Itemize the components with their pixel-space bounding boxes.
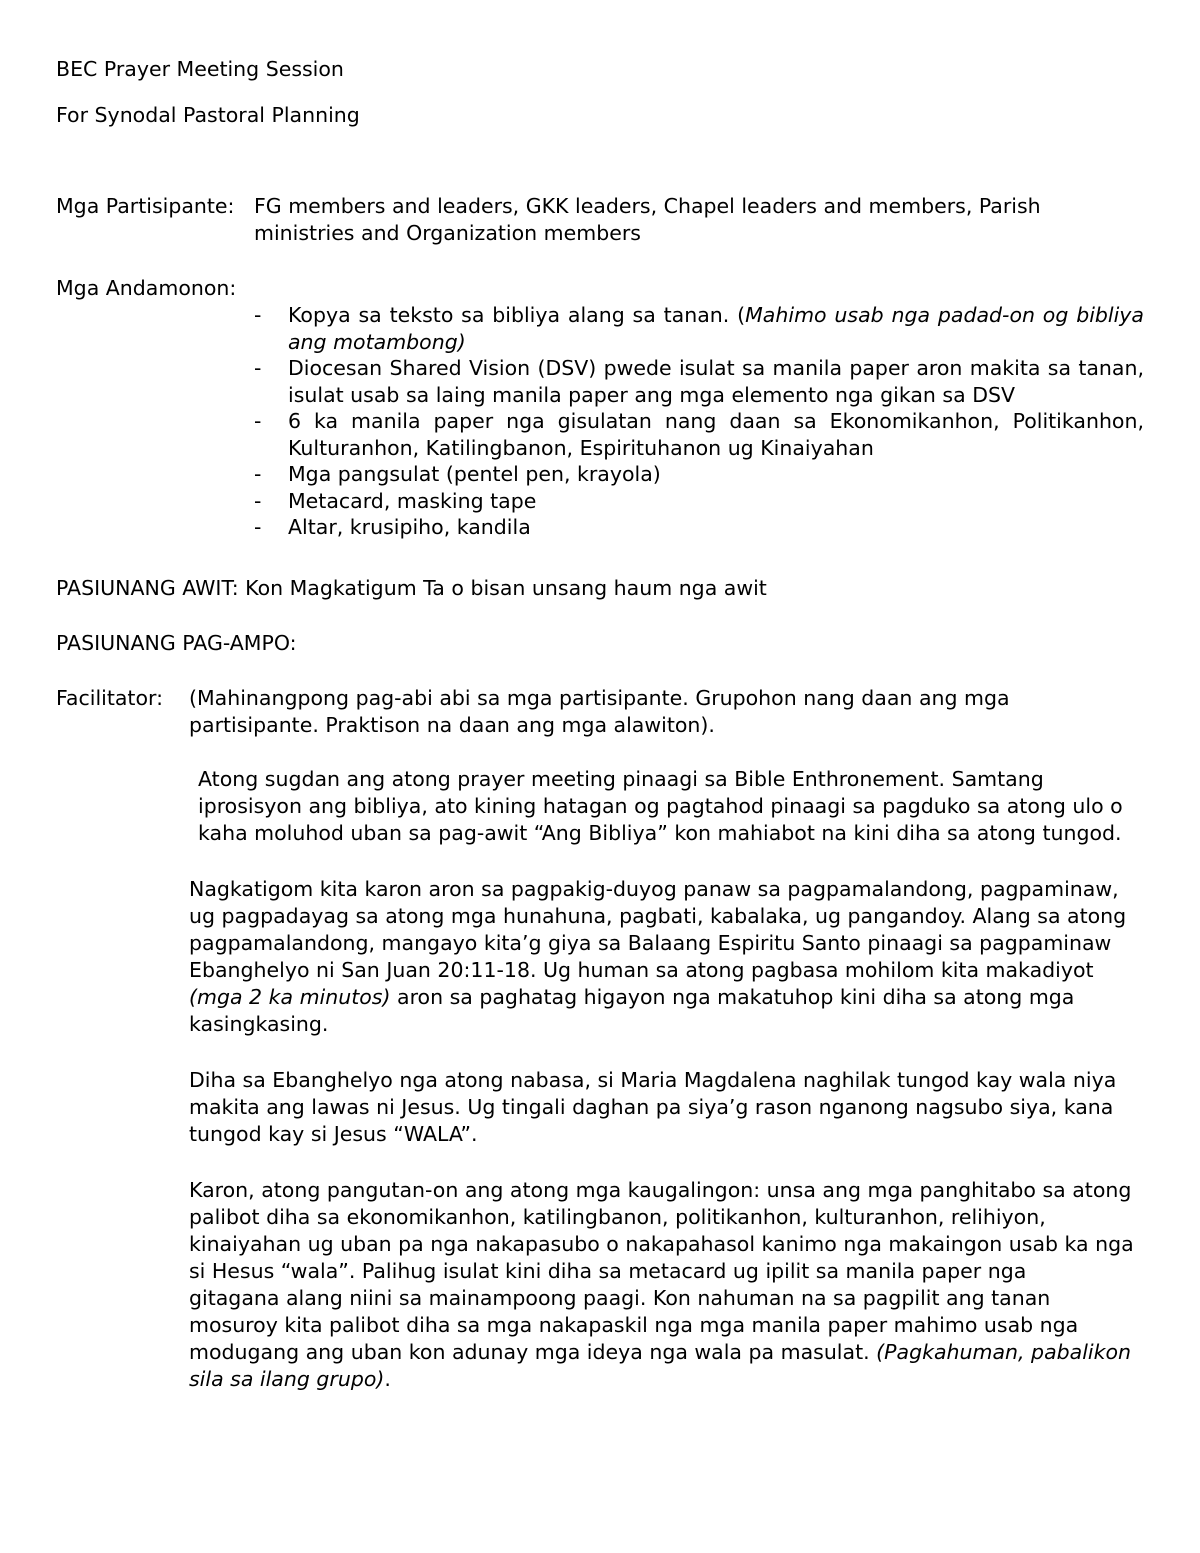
paragraph-line: Karon, atong pangutan-on ang atong mga kaugalingon: unsa ang mga panghitabo sa atong <box>189 1178 1132 1202</box>
paragraph-line <box>189 1339 1149 1366</box>
paragraph-line <box>189 984 1149 1011</box>
paragraph-line: gitagana alang niini sa mainampoong paagi. Kon nahuman na sa pagpilit ang tanan <box>189 1286 1051 1310</box>
paragraph-line: mosuroy kita palibot diha sa mga nakapaskil nga mga manila paper mahimo usab nga <box>189 1313 1079 1337</box>
paragraph-line: kaha moluhod uban sa pag-awit “Ang Bibliya” kon mahiabot na kini diha sa atong tungod. <box>198 821 1122 845</box>
dash-bullet: - <box>254 488 262 513</box>
material-text: 6 ka manila paper nga gisulatan nang daan sa Ekonomikanhon, Politikanhon, Kulturanhon, Katilingbanon, Espirituhanon ug Kinaiyahan <box>288 409 1144 460</box>
list-item <box>254 461 1144 488</box>
material-text: Metacard, masking tape <box>288 488 537 513</box>
facilitator-line: partisipante. Praktison na daan ang mga alawiton). <box>189 713 715 737</box>
paragraph-line: palibot diha sa ekonomikanhon, katilingbanon, politikanhon, kulturanhon, relihiyon, <box>189 1205 1046 1229</box>
participants-value <box>254 193 1134 247</box>
dash-bullet: - <box>254 515 262 539</box>
materials-list <box>254 302 1144 541</box>
material-note: Mahimo usab nga padad-on og bibliya ang motambong) <box>288 303 1144 354</box>
paragraph-line: makita ang lawas ni Jesus. Ug tingali daghan pa siya’g rason nganong nagsubo siya, kana <box>189 1095 1114 1119</box>
materials-label: Mga Andamonon: <box>56 276 237 300</box>
facilitator-line: (Mahinangpong pag-abi abi sa mga partisipante. Grupohon nang daan ang mga <box>189 686 1010 710</box>
material-text: Diocesan Shared Vision (DSV) pwede isulat sa manila paper aron makita sa tanan, isulat usab sa laing manila paper ang mga elemento nga gikan sa DSV <box>288 356 1144 407</box>
paragraph-line: ug pagpadayag sa atong mga hunahuna, pagbati, kabalaka, ug pangandoy. Alang sa atong <box>189 904 1127 928</box>
list-item <box>254 488 1144 515</box>
document-title: BEC Prayer Meeting Session <box>56 57 344 81</box>
material-text: Mga pangsulat (pentel pen, krayola) <box>288 462 661 486</box>
paragraph-line: Nagkatigom kita karon aron sa pagpakig-duyog panaw sa pagpamalandong, pagpaminaw, <box>189 877 1119 901</box>
paragraph-line: Ebanghelyo ni San Juan 20:11-18. Ug human sa atong pagbasa mohilom kita makadiyot <box>189 958 1094 982</box>
list-item <box>254 302 1144 355</box>
paragraph-text: aron sa paghatag higayon nga makatuhop kini diha sa atong mga <box>390 985 1075 1009</box>
paragraph-line: iprosisyon ang bibliya, ato kining hatagan og pagtahod pinaagi sa pagduko sa atong ulo o <box>198 794 1123 818</box>
dash-bullet: - <box>254 303 262 327</box>
paragraph-reflection <box>189 1177 1149 1393</box>
paragraph-line: Atong sugdan ang atong prayer meeting pinaagi sa Bible Enthronement. Samtang <box>198 767 1044 791</box>
italic-note: sila sa ilang grupo) <box>189 1367 385 1391</box>
facilitator-label: Facilitator: <box>56 686 163 710</box>
opening-prayer: PASIUNANG PAG-AMPO: <box>56 631 297 655</box>
paragraph-line <box>189 1366 1149 1393</box>
opening-song: PASIUNANG AWIT: Kon Magkatigum Ta o bisan unsang haum nga awit <box>56 576 767 600</box>
paragraph-line: kinaiyahan ug uban pa nga nakapasubo o nakapahasol kanimo nga makaingon usab ka nga <box>189 1232 1134 1256</box>
paragraph-line: si Hesus “wala”. Palihug isulat kini diha sa metacard ug ipilit sa manila paper nga <box>189 1259 1027 1283</box>
paragraph-bible-enthronement <box>198 766 1158 847</box>
paragraph-gospel <box>189 1067 1149 1148</box>
list-item <box>254 355 1144 408</box>
dash-bullet: - <box>254 356 262 380</box>
material-text: Altar, krusipiho, kandila <box>288 515 531 539</box>
paragraph-text: . <box>384 1367 391 1391</box>
paragraph-line: tungod kay si Jesus “WALA”. <box>189 1122 478 1146</box>
participants-line: ministries and Organization members <box>254 221 641 245</box>
list-item <box>254 408 1144 461</box>
list-item <box>254 514 1144 541</box>
italic-note: (Pagkahuman, pabalikon <box>876 1340 1131 1364</box>
paragraph-gathering <box>189 876 1149 1038</box>
paragraph-line: pagpamalandong, mangayo kita’g giya sa Balaang Espiritu Santo pinaagi sa pagpaminaw <box>189 931 1112 955</box>
participants-line: FG members and leaders, GKK leaders, Chapel leaders and members, Parish <box>254 194 1041 218</box>
paragraph-line: kasingkasing. <box>189 1012 329 1036</box>
italic-note: (mga 2 ka minutos) <box>189 985 391 1009</box>
paragraph-text: modugang ang uban kon adunay mga ideya nga wala pa masulat. <box>189 1340 877 1364</box>
dash-bullet: - <box>254 409 262 433</box>
paragraph-line: Diha sa Ebanghelyo nga atong nabasa, si Maria Magdalena naghilak tungod kay wala niya <box>189 1068 1117 1092</box>
dash-bullet: - <box>254 462 262 486</box>
document-subtitle: For Synodal Pastoral Planning <box>56 103 360 127</box>
participants-label: Mga Partisipante: <box>56 194 235 218</box>
facilitator-note <box>189 685 1089 739</box>
material-text: Kopya sa teksto sa bibliya alang sa tanan. ( <box>288 303 746 327</box>
